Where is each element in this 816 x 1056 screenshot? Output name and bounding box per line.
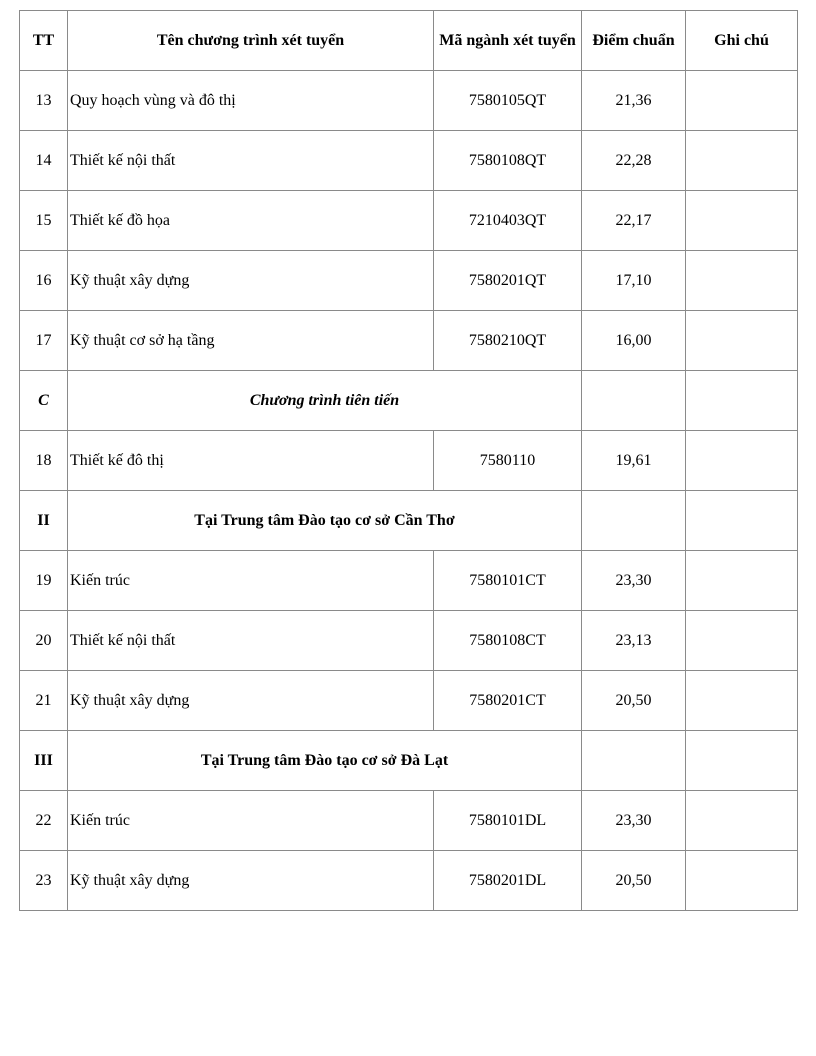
cell-note: [686, 851, 798, 911]
section-tt: III: [20, 731, 68, 791]
table-body: [20, 71, 798, 911]
cell-note: [686, 551, 798, 611]
cell-tt: 16: [20, 251, 68, 311]
table-row: [20, 671, 798, 731]
cell-code: 7580110: [434, 431, 582, 491]
admission-score-table: [19, 10, 798, 911]
section-score-cell: [582, 491, 686, 551]
cell-score: 17,10: [582, 251, 686, 311]
cell-tt: 19: [20, 551, 68, 611]
cell-code: 7580108CT: [434, 611, 582, 671]
cell-code: 7580201QT: [434, 251, 582, 311]
cell-name: Kiến trúc: [68, 791, 434, 851]
cell-code: 7580201DL: [434, 851, 582, 911]
cell-note: [686, 251, 798, 311]
cell-code: 7580101CT: [434, 551, 582, 611]
cell-tt: 22: [20, 791, 68, 851]
cell-note: [686, 611, 798, 671]
table-row: [20, 311, 798, 371]
section-note-cell: [686, 731, 798, 791]
cell-note: [686, 431, 798, 491]
section-row: [20, 491, 798, 551]
header-score: Điểm chuẩn: [582, 11, 686, 71]
section-note-cell: [686, 491, 798, 551]
cell-score: 20,50: [582, 851, 686, 911]
cell-score: 20,50: [582, 671, 686, 731]
cell-code: 7580101DL: [434, 791, 582, 851]
table-row: [20, 611, 798, 671]
cell-score: 23,13: [582, 611, 686, 671]
cell-note: [686, 311, 798, 371]
cell-tt: 23: [20, 851, 68, 911]
cell-score: 23,30: [582, 791, 686, 851]
cell-tt: 21: [20, 671, 68, 731]
section-title: Tại Trung tâm Đào tạo cơ sở Đà Lạt: [68, 731, 582, 791]
cell-name: Kỹ thuật cơ sở hạ tầng: [68, 311, 434, 371]
cell-note: [686, 191, 798, 251]
section-tt: C: [20, 371, 68, 431]
cell-name: Quy hoạch vùng và đô thị: [68, 71, 434, 131]
cell-score: 22,28: [582, 131, 686, 191]
cell-tt: 17: [20, 311, 68, 371]
cell-note: [686, 71, 798, 131]
cell-score: 22,17: [582, 191, 686, 251]
cell-code: 7210403QT: [434, 191, 582, 251]
cell-tt: 20: [20, 611, 68, 671]
cell-name: Thiết kế nội thất: [68, 131, 434, 191]
table-row: [20, 791, 798, 851]
section-tt: II: [20, 491, 68, 551]
cell-tt: 13: [20, 71, 68, 131]
header-name: Tên chương trình xét tuyển: [68, 11, 434, 71]
table-row: [20, 131, 798, 191]
section-score-cell: [582, 371, 686, 431]
cell-name: Kỹ thuật xây dựng: [68, 851, 434, 911]
cell-name: Thiết kế nội thất: [68, 611, 434, 671]
cell-score: 23,30: [582, 551, 686, 611]
cell-name: Thiết kế đô thị: [68, 431, 434, 491]
table-row: [20, 251, 798, 311]
section-note-cell: [686, 371, 798, 431]
section-score-cell: [582, 731, 686, 791]
cell-score: 16,00: [582, 311, 686, 371]
cell-name: Kỹ thuật xây dựng: [68, 671, 434, 731]
table-row: [20, 851, 798, 911]
cell-tt: 14: [20, 131, 68, 191]
table-row: [20, 71, 798, 131]
cell-note: [686, 131, 798, 191]
cell-score: 19,61: [582, 431, 686, 491]
section-title: Tại Trung tâm Đào tạo cơ sở Cần Thơ: [68, 491, 582, 551]
cell-code: 7580201CT: [434, 671, 582, 731]
section-row: [20, 371, 798, 431]
table-row: [20, 431, 798, 491]
section-row: [20, 731, 798, 791]
cell-name: Thiết kế đồ họa: [68, 191, 434, 251]
cell-code: 7580105QT: [434, 71, 582, 131]
cell-code: 7580108QT: [434, 131, 582, 191]
cell-tt: 15: [20, 191, 68, 251]
cell-score: 21,36: [582, 71, 686, 131]
cell-tt: 18: [20, 431, 68, 491]
header-note: Ghi chú: [686, 11, 798, 71]
cell-note: [686, 791, 798, 851]
header-tt: TT: [20, 11, 68, 71]
table-row: [20, 191, 798, 251]
table-header-row: [20, 11, 798, 71]
header-code: Mã ngành xét tuyển: [434, 11, 582, 71]
table-row: [20, 551, 798, 611]
cell-name: Kỹ thuật xây dựng: [68, 251, 434, 311]
cell-code: 7580210QT: [434, 311, 582, 371]
cell-name: Kiến trúc: [68, 551, 434, 611]
cell-note: [686, 671, 798, 731]
section-title: Chương trình tiên tiến: [68, 371, 582, 431]
